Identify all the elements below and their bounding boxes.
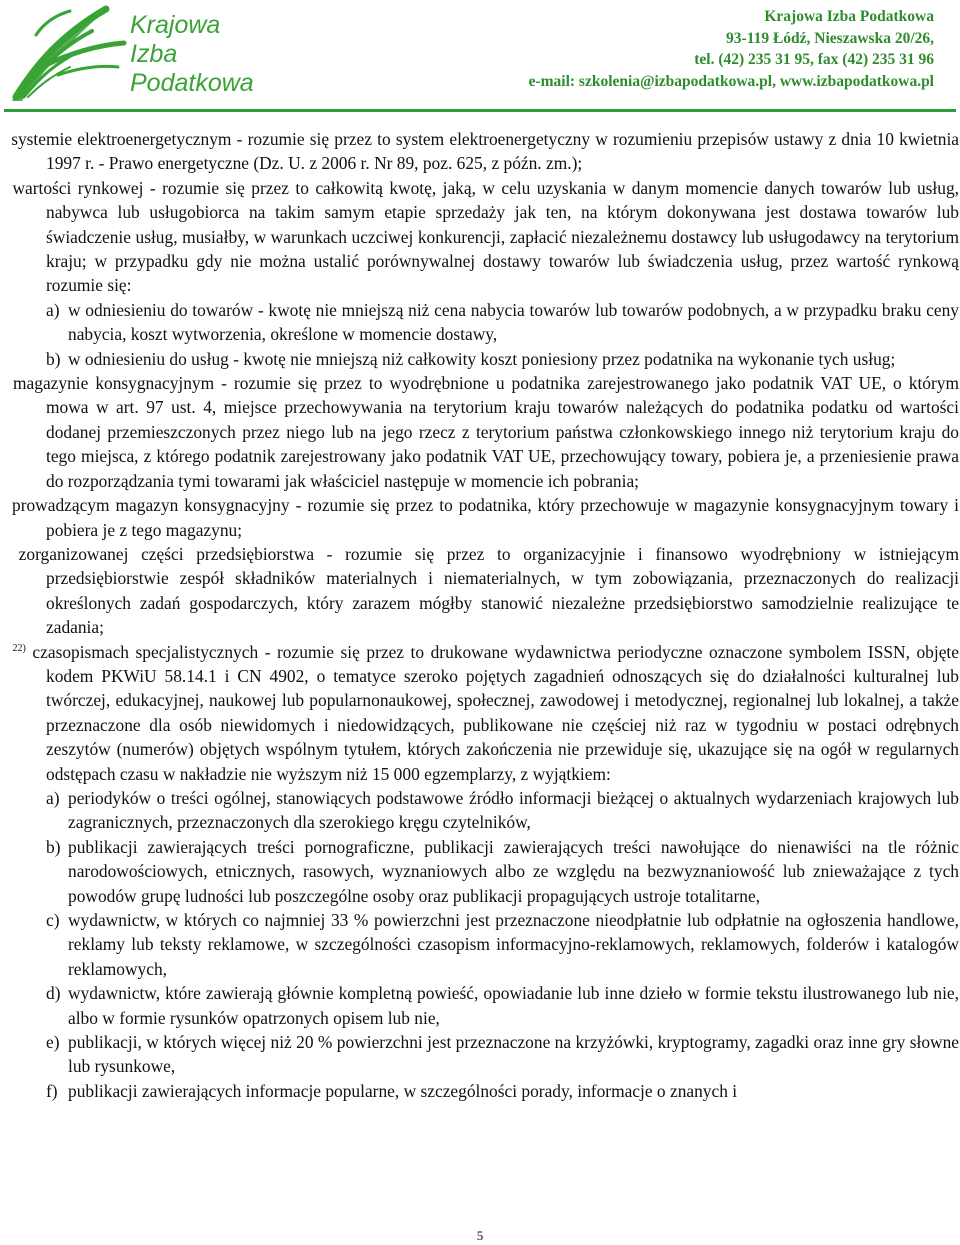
- list-item: [6, 347, 959, 371]
- list-item: [6, 1079, 959, 1103]
- list-item-text: publikacji zawierających treści pornograficzne, publikacji zawierających treści nawołujące do nienawiści na tle różnic narodowościowych, etnicznych, rasowych, wyznaniowych albo ze względu na bezwyznaniowość lub znieważające z tych powodów grupę ludności lub poszczególne osoby oraz publikacji propagujących ustroje totalitarne,: [68, 836, 959, 906]
- list-item: [6, 1030, 959, 1079]
- definition-text: magazynie konsygnacyjnym - rozumie się przez to wyodrębnione u podatnika zarejestrowanego jako podatnik VAT UE, o którym mowa w art. 97 ust. 4, miejsce przechowywania na terytorium kraju towarów należących do podatnika podatku od wartości dodanej przemieszczonych przez niego lub na jego rzecz z terytorium państwa członkowskiego innego niż terytorium kraju do tego miejsca, z którego podatnik zarejestrowany jako podatnik VAT UE, przechowujący towary, pobiera je, a przeniesienie prawa do rozporządzania tymi towarami jak właściciel następuje w momencie ich pobrania;: [13, 373, 959, 491]
- definition-27f: [6, 640, 959, 786]
- logo-line-3: Podatkowa: [130, 69, 254, 97]
- list-item: [6, 981, 959, 1030]
- list-item-text: w odniesieniu do usług - kwotę nie mniejszą niż całkowity koszt poniesiony przez podatnika na wykonanie tych usług;: [68, 348, 896, 369]
- logo-text: [130, 11, 270, 98]
- document-body: [6, 127, 959, 1103]
- org-name: Krajowa Izba Podatkowa: [764, 8, 934, 25]
- org-address: 93-119 Łódź, Nieszawska 20/26,: [726, 29, 934, 47]
- definition-text: prowadzącym magazyn konsygnacyjny - rozumie się przez to podatnika, który przechowuje w magazynie konsygnacyjnym towary i pobiera je z tego magazynu;: [12, 495, 959, 540]
- definition-text: czasopismach specjalistycznych - rozumie się przez to drukowane wydawnictwa periodyczne oznaczone symbolem ISSN, objęte kodem PKWiU 58.14.1 i CN 4902, o tematyce szeroko pojętych zagadnień odnoszących się do działalności kulturalnej lub twórczej, edukacyjnej, naukowej lub popularnonaukowej, społecznej, zawodowej i metodycznej, regionalnej lub lokalnej, a także przeznaczone dla osób niewidomych i niedowidzących, publikowane nie częściej niż raz w tygodniu w postaci odrębnych zeszytów (numerów) objętych wspólnym tytułem, których zakończenia nie przewiduje się, ukazujące się na ogół w regularnych odstępach czasu w nakładzie nie wyższym niż 15 000 egzemplarzy, z wyjątkiem:: [32, 641, 959, 784]
- logo: [6, 5, 266, 103]
- logo-line-1: Krajowa: [130, 11, 221, 39]
- definition-27c: [6, 371, 959, 493]
- list-item-label: e): [46, 1032, 60, 1053]
- header-divider: [4, 109, 956, 112]
- list-item-label: a): [46, 299, 60, 320]
- definition-27a: [6, 127, 959, 176]
- list-item-text: periodyków o treści ogólnej, stanowiących podstawowe źródło informacji bieżącej o aktualnych wydarzeniach krajowych lub zagranicznych, przeznaczonych dla szerokiego kręgu czytelników,: [68, 787, 959, 833]
- list-item-text: wydawnictw, w których co najmniej 33 % powierzchni jest przeznaczone nieodpłatnie lub odpłatnie na ogłoszenia handlowe, reklamy lub teksty reklamowe, w szczególności czasopism informacyjno-reklamowych, reklamowych, folderów i katalogów reklamowych,: [68, 910, 959, 979]
- definition-text: systemie elektroenergetycznym - rozumie się przez to system elektroenergetyczny w rozumieniu przepisów ustawy z dnia 10 kwietnia 1997 r. - Prawo energetyczne (Dz. U. z 2006 r. Nr 89, poz. 625, z późn. zm.);: [11, 129, 959, 174]
- list-item-label: a): [46, 787, 60, 808]
- list-item-text: wydawnictw, które zawierają głównie kompletną powieść, opowiadanie lub inne dzieło w formie tekstu ilustrowanego lub nie, albo w formie rysunków opatrzonych opisem lub nie,: [68, 983, 959, 1028]
- contact-block: [414, 6, 934, 92]
- list-item: [6, 298, 959, 347]
- logo-emblem-icon: [6, 5, 130, 103]
- list-item-text: w odniesieniu do towarów - kwotę nie mniejszą niż cena nabycia towarów lub towarów podobnych, a w przypadku braku ceny nabycia, koszt wytworzenia, określone w momencie dostawy,: [68, 299, 959, 345]
- list-item-label: b): [46, 348, 61, 369]
- org-email-www: e-mail: szkolenia@izbapodatkowa.pl, www.izbapodatkowa.pl: [528, 72, 934, 90]
- list-item-text: publikacji, w których więcej niż 20 % powierzchni jest przeznaczone na krzyżówki, kryptogramy, zagadki oraz inne gry słowne lub rysunkowe,: [68, 1032, 959, 1077]
- footnote-marker: 22): [12, 642, 26, 654]
- definition-27d: [6, 493, 959, 542]
- definition-27e: [6, 542, 959, 640]
- page-number: 5: [476, 1228, 484, 1243]
- org-phone: tel. (42) 235 31 95, fax (42) 235 31 96: [694, 51, 934, 68]
- list-item: [6, 786, 959, 835]
- logo-line-2: Izba: [130, 40, 178, 68]
- list-item-text: publikacji zawierających informacje popularne, w szczególności porady, informacje o znanych i: [68, 1080, 738, 1101]
- definition-text: wartości rynkowej - rozumie się przez to całkowitą kwotę, jaką, w celu uzyskania w danym momencie danych towarów lub usług, nabywca lub usługobiorca na takim samym etapie sprzedaży jak ten, na którym dokonywana jest dostawa towarów lub świadczenie usług, musiałby, w warunkach uczciwej konkurencji, zapłacić niezależnemu dostawcy lub usługodawcy na terytorium kraju; w przypadku gdy nie można ustalić porównywalnej dostawy towarów lub świadczenia usług, przez wartość rynkową rozumie się:: [12, 177, 959, 296]
- list-item: [6, 908, 959, 981]
- list-item-label: b): [46, 836, 61, 857]
- list-item-label: c): [46, 910, 60, 930]
- definition-27b: [6, 176, 959, 298]
- definition-text: zorganizowanej części przedsiębiorstwa - rozumie się przez to organizacyjnie i finansowo wyodrębniony w istniejącym przedsiębiorstwie zespół składników materialnych i niematerialnych, w tym zobowiązania, przeznaczonych do realizacji określonych zadań gospodarczych, który zarazem mógłby stanowić niezależne przedsiębiorstwo samodzielnie realizujące te zadania;: [18, 543, 959, 638]
- list-item-label: f): [46, 1080, 58, 1101]
- list-item: [6, 835, 959, 908]
- list-item-label: d): [46, 983, 61, 1004]
